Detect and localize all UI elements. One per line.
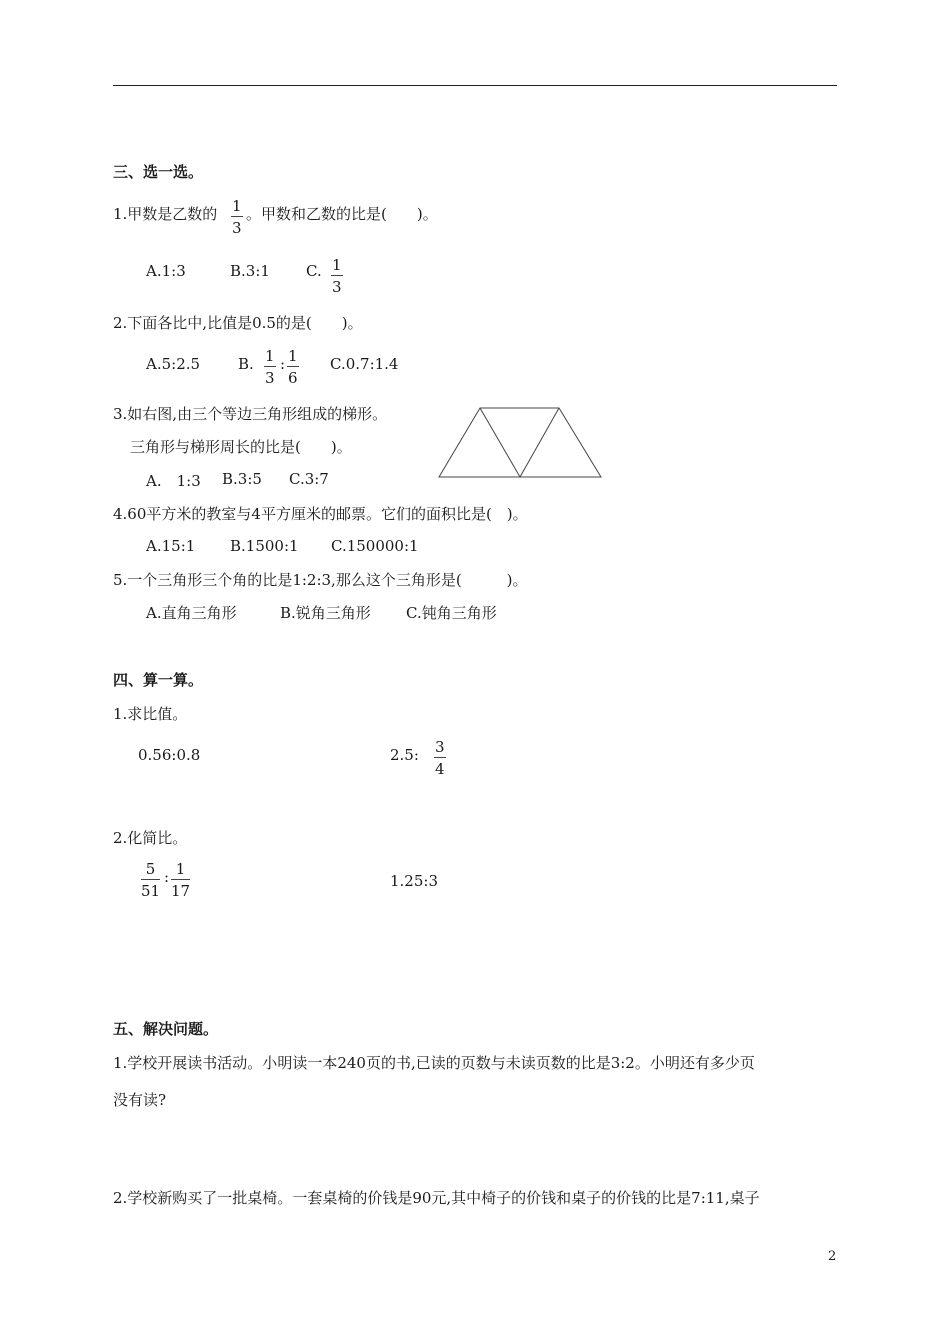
q4-option-a: A.15:1 [146, 537, 196, 555]
calc-q1-expr2-fraction [434, 739, 446, 777]
q1-text-a: 1.甲数是乙数的 [113, 205, 218, 223]
q5-text: 5.一个三角形三个角的比是1:2:3,那么这个三角形是( )。 [113, 571, 528, 589]
calc-q1-title: 1.求比值。 [113, 705, 188, 723]
q2-option-c: C.0.7:1.4 [330, 355, 399, 373]
q3-option-c: C.3:7 [289, 470, 329, 488]
q2-text: 2.下面各比中,比值是0.5的是( )。 [113, 314, 363, 332]
q1-option-a: A.1:3 [146, 262, 186, 280]
calc-q2-expr2: 1.25:3 [390, 872, 438, 890]
problem1-line2: 没有读? [113, 1091, 167, 1109]
calc-q2-colon: : [164, 868, 170, 886]
q2-opt-b-num1: 1 [265, 347, 275, 365]
calc-q1-expr2-prefix: 2.5: [390, 746, 419, 764]
q1-opt-c-den: 3 [331, 275, 343, 295]
q2-option-b-fraction-2 [287, 348, 299, 386]
q1-opt-c-num: 1 [332, 256, 342, 274]
calc-q2-fraction-2 [171, 861, 190, 899]
calc-q1-expr1: 0.56:0.8 [138, 746, 201, 764]
q1-text-b: 。甲数和乙数的比是( )。 [246, 205, 438, 223]
q1-frac-num: 1 [232, 197, 242, 215]
calc-q2-num2: 1 [175, 860, 186, 878]
q3-text-line2: 三角形与梯形周长的比是( )。 [130, 438, 352, 456]
section3-heading: 三、选一选。 [113, 163, 204, 181]
q2-option-b-colon: : [280, 355, 286, 373]
problem1-line1: 1.学校开展读书活动。小明读一本240页的书,已读的页数与未读页数的比是3:2。小明还有多少页 [113, 1054, 755, 1072]
q2-opt-b-den1: 3 [264, 366, 276, 386]
q5-option-b: B.锐角三角形 [280, 604, 371, 622]
q1-fraction [231, 198, 243, 236]
trapezoid-triangles-figure [436, 404, 604, 480]
q3-option-a: A. 1:3 [146, 472, 201, 490]
q1-option-c-fraction [331, 257, 343, 295]
q5-option-c: C.钝角三角形 [406, 604, 497, 622]
q2-option-b: B. [238, 355, 254, 373]
header-rule [113, 85, 837, 86]
calc-q1-expr2-den: 4 [434, 757, 446, 777]
q1-option-b: B.3:1 [230, 262, 270, 280]
q2-opt-b-num2: 1 [288, 347, 298, 365]
q1-frac-den: 3 [231, 216, 243, 236]
q2-option-a: A.5:2.5 [146, 355, 201, 373]
q4-option-b: B.1500:1 [230, 537, 299, 555]
q3-text-line1: 3.如右图,由三个等边三角形组成的梯形。 [113, 405, 388, 423]
q4-option-c: C.150000:1 [331, 537, 419, 555]
q2-opt-b-den2: 6 [287, 366, 299, 386]
q4-text: 4.60平方米的教室与4平方厘米的邮票。它们的面积比是( )。 [113, 505, 528, 523]
problem2-line1: 2.学校新购买了一批桌椅。一套桌椅的价钱是90元,其中椅子的价钱和桌子的价钱的比是7:11,桌子 [113, 1189, 760, 1207]
page-number: 2 [828, 1249, 837, 1264]
calc-q2-num1: 5 [145, 860, 156, 878]
q3-option-b: B.3:5 [222, 470, 262, 488]
q2-option-b-fraction-1 [264, 348, 276, 386]
section4-heading: 四、算一算。 [113, 671, 204, 689]
calc-q2-title: 2.化简比。 [113, 829, 188, 847]
calc-q2-fraction-1 [141, 861, 160, 899]
q1-option-c: C. [306, 262, 322, 280]
calc-q2-den1: 51 [141, 879, 160, 899]
calc-q1-expr2-num: 3 [435, 738, 445, 756]
section5-heading: 五、解决问题。 [113, 1020, 219, 1038]
q5-option-a: A.直角三角形 [146, 604, 237, 622]
calc-q2-den2: 17 [171, 879, 190, 899]
